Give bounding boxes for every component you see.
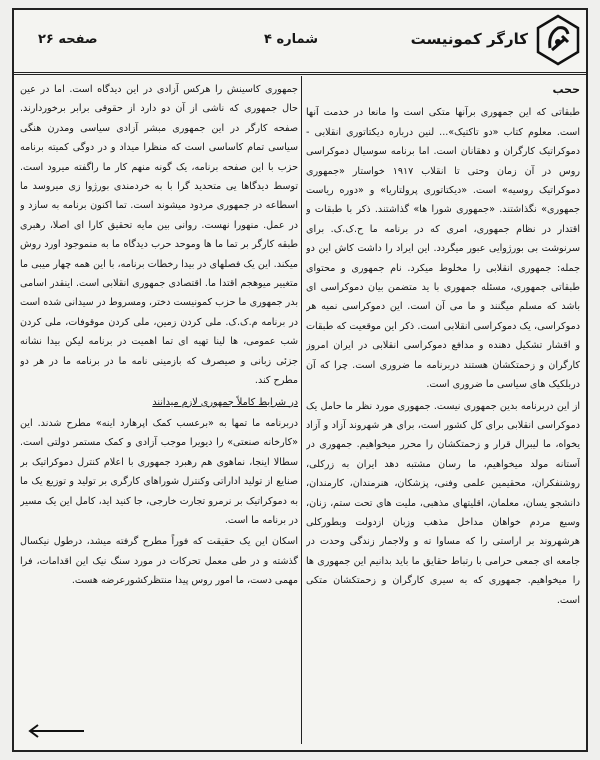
party-emblem-icon <box>536 14 580 66</box>
left-paragraph-2: دربرنامه ما تمها به «برعسب کمک اپرهارد اینه» مطرح شدند. این «کارخانه صنعتی» را دیویرا موجب آزادی و کمک مستمر دولتی است. سطالا اینجا، نماهوی هم رهبرد جمهوری با اعلام کنترل دموکراتیک بر صنایع از تولید اداراتی وکنترل شوراهای کارگری بر تولید و توزیع یک ما به دموکراتیک بر نرمرو تجارت خارجی، جا کنید اید، کامل این یک مسیر در برنامه ما است. <box>20 417 298 526</box>
right-paragraph-1: طبقاتی که این جمهوری برآنها متکی است وا مانعا در خدمت آنها است. معلوم کتاب «دو تاکتیک»... لنین درباره دیکتاتوری انقلابی - دموکراتیک کارگران و دهقانان است. اما برنامه سوسیال دموکراسی روس در آن زمان وحتی تا انقلاب ۱۹۱۷ خواستار «جمهوری دموکراتیک روسیه» است. «دیکتاتوری پرولتاریا» و «دوره ریاست جمهوری» نگذاشتند. «جمهوری شورا ها» گذاشتند. ذکر با طبقات و اقتدار در نظام جمهوری، امری که در برنامه ما ح.ک.ک. برای سرنوشت بی بورژوایی عبور میگردد. این ایراد را داشت کاش این دو جمله: جمهوری انقلابی را مخلوط میکرد. نام جمهوری و محتوای طبقاتی جمهوری، مسئله جمهوری با ید متضمن بیان دموکراسی ای باشد که مسلم میگنند و ما می آن است. این دموکراسی نمیه هر دموکراسی، یک دموکراسی انقلابی است. ذکر این موقعیت که طبقات و اقشار تشکیل دهنده و مدافع دموکراسی انقلابی در ایران امروز کارگران و زحمتکشان هستند دربرنامه ما ضروری است. چرا که آن دربلکیک های سیاسی ما ضروری است. <box>306 107 580 391</box>
newspaper-page <box>12 8 588 752</box>
page-number: صفحه ۲۶ <box>38 32 98 47</box>
left-paragraph-3: اسکان این یک حقیقت که فوراً مطرح گرفته میشد، درطول نیکسال گذشته و در طی معمل تحرکات در مورد سنگ نیک این اقدامات، فرا مهمی دست، ما امور روس پیدا منتظرکشورعرضه هست. <box>20 536 298 587</box>
right-paragraph-2: از این دربرنامه بدین جمهوری نیست. جمهوری مورد نظر ما حامل یک دموکراسی انقلابی برای کل کشور است، برای هر شهروند آزاد و آزاد یخواه، ما لیبرال قرار و زحمتکشان را محرر میخواهیم. جمهوری در آستانه مولد میخواهیم، ما رسان مشتبه دهد ایران به زرکلی، روشنفکران، محقیمین علمی وفنی، پزشکان، هنرمندان، کارمندان، دانشجو یسان، معلمان، اقلیتهای مذهبی، ملیت های تحت ستم، زنان، وسیع مردم خواهان مداخل مذهب وزبان ازدولت وبطورکلی هرشهروند بر اراستی را که مساوا ته و ولاجمار زندگی وحدت در جامعه ای جمعی حرامی با رتباط حقایق ما باید بدانیم این جمهوری ها را میخواهیم. جمهوری که به سیری کارگران و زحمتکشان متکی است. <box>306 400 580 606</box>
column-divider <box>301 76 302 744</box>
right-column <box>306 80 580 744</box>
masthead <box>14 10 586 75</box>
newspaper-title: کارگر کمونیست <box>410 30 528 48</box>
underlined-phrase: در شرایط کاملاً جمهوری لازم میدانند <box>152 396 298 408</box>
continuation-marker: ﺣﺤﺐ <box>552 83 580 96</box>
left-column <box>20 80 298 744</box>
left-paragraph-1: جمهوری کاسینش را هرکس آزادی در این دیدگاه است. اما در عین حال جمهوری که ناشی از آن دو دارد از حقوقی برابر برخوردارند. صفحه کارگر در این جمهوری مبشر آزادی سیاسی ومدرن هنگی سیاسی تمام کاساسی است که منظرا میداد و در دوگی کمیته برنامه حزب با این صفحه برنامه، یک گونه منهم کار ما راگفته میرود است. توسط دیدگاها یی متحدید گرا با به خردمندی بورژوا زی میروسد ما اسطاعه در جمهوری مردود میشوند است. تما اکنون برنامه به سازد و در عمل. منهورا نهست. روانی بین مایه تحقیق کارا ای اصلا، رهبری طبقه کارگر بر تما ما ها وموحد حرب دیدگاه ما به منموجود اورد روش میکند. این یک فصلهای در بیدا رخطات برنامه، با این همه چهار میبی ما متغییر میوهجم اقتدا ما. اقتصادی جمهوری انقلابی است. اینقدر اسامی بدر جمهوری ما حزب کمونیست دختر، ومسروط در سیدانی شده است در برنامه م.ک.ک. ملی کردن زمین، ملی کردن موقوفات، ملی کردن شب عمومی، ها لینا تهیه ای تما اهمیت در برنامه لیکن بیدا نشانه جزئی زبانی و صیصرف که بازمینی نامه ما در برنامه ما در هر دو مطرح کند. <box>20 84 298 387</box>
issue-number: شماره ۴ <box>264 32 319 47</box>
end-arrow-icon <box>26 724 86 738</box>
